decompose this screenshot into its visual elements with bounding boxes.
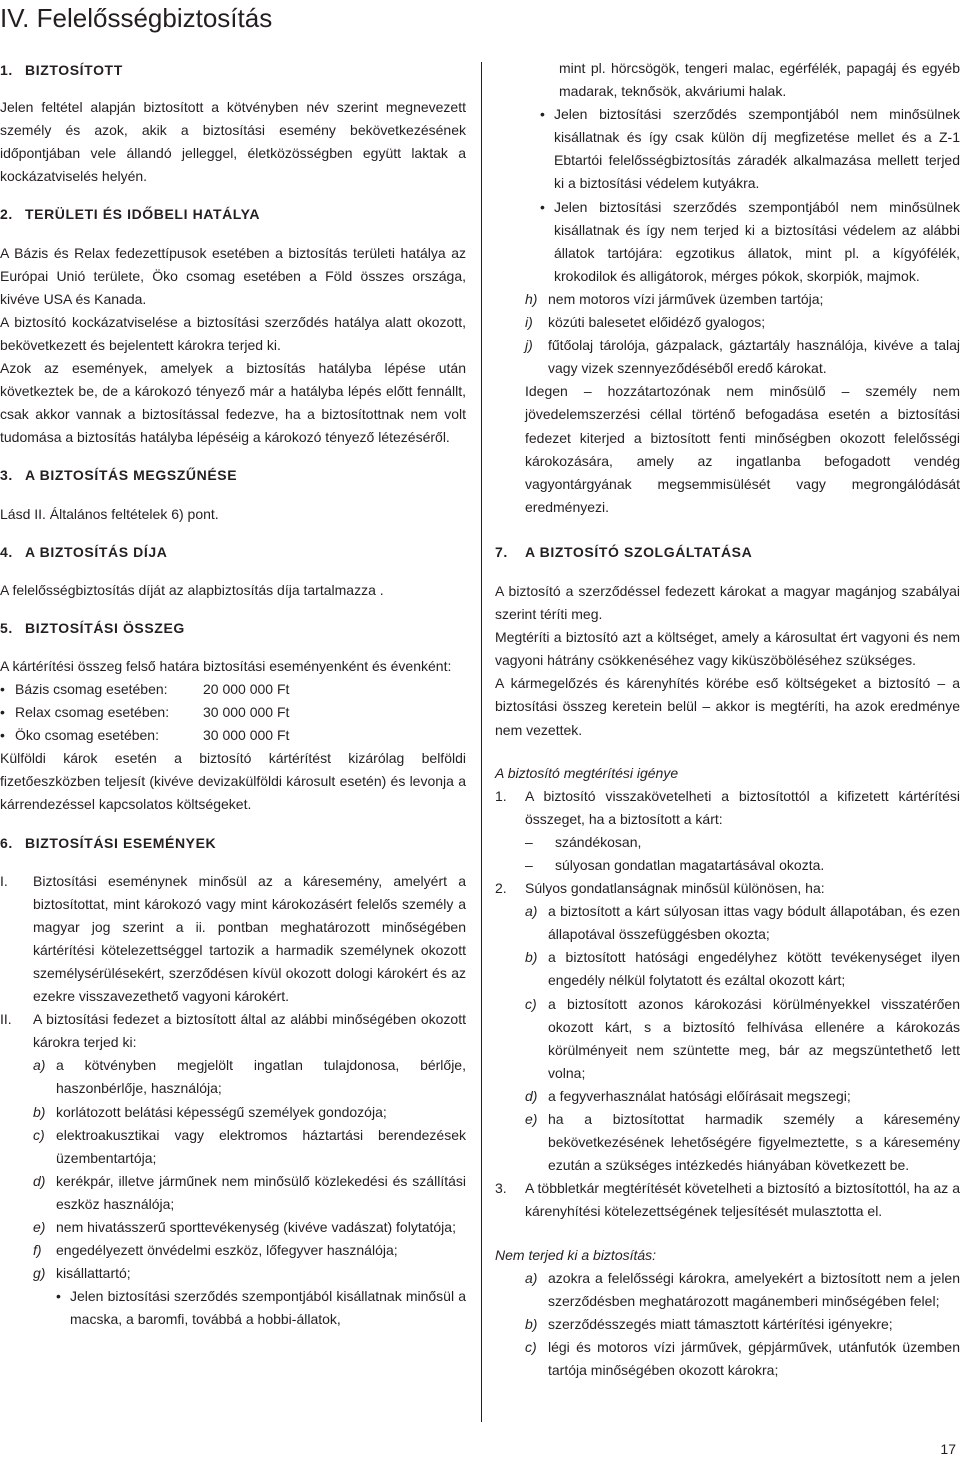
page-number: 17 — [940, 1441, 956, 1457]
section-heading-1: 1. BIZTOSÍTOTT — [0, 62, 123, 78]
bullet-kisallat: • Jelen biztosítási szerződés szempontjából kisállatnak minősül a macska, a baromfi, továbbá a hobbi-állatok, — [0, 1285, 466, 1331]
section-heading-7: 7. A BIZTOSÍTÓ SZOLGÁLTATÁSA — [495, 543, 753, 560]
paragraph-szolgaltatas-2: Megtéríti a biztosító azt a költséget, amely a károsultat ért vagyoni és nem vagyoni hátrány csökkenéséhez vagy kiküszöböléséhez szükséges. — [495, 629, 960, 669]
bullet-icon: • — [0, 727, 5, 744]
list-item-e: e) nem hivatásszerű sporttevékenység (kivéve vadászat) folytatója; — [33, 1219, 456, 1236]
sum-row-bazis: • Bázis csomag esetében: 20 000 000 Ft — [0, 678, 466, 701]
paragraph-osszeg: A kártérítési összeg felső határa biztosítási eseményenként és évenként: — [0, 657, 452, 674]
list-item-2c: c) a biztosított azonos károkozási körülményekkel visszatérően okozott kárt, s a biztosító felhívása ellenére a károkozás körülményeit nem szüntette meg, bár az megszüntethető lett volna; — [525, 995, 960, 1081]
numbered-item-3: 3. A többletkár megtérítését követelheti a biztosító a biztosítottól, ha az a kárenyhítési kötelezettségének teljesítését mulasztotta el. — [495, 1180, 960, 1220]
section-heading-5: 5. BIZTOSÍTÁSI ÖSSZEG — [0, 619, 185, 636]
list-item-2a: a) a biztosított a kárt súlyosan ittas vagy bódult állapotában, és ezen állapotával összefüggésben okozta; — [525, 903, 960, 943]
list-item-d: d) kerékpár, illetve járműnek nem minősülő közlekedési és szállítási eszköz használója; — [33, 1172, 466, 1212]
list-item-II: II. A biztosítási fedezet a biztosított által az alábbi minőségében okozott károkra terjed ki: — [0, 1011, 466, 1051]
numbered-item-2: 2. Súlyos gondatlanságnak minősül különösen, ha: — [495, 880, 825, 897]
list-item-f: f) engedélyezett önvédelmi eszköz, lőfegyver használója; — [33, 1242, 398, 1259]
paragraph-kulfoldi-karok: Külföldi károk esetén a biztosító kártérítést kizárólag belföldi fizetőeszközben teljesít (kivéve devizakülföldi károsult esetén) és levonja a kárrendezéssel kapcsolatos költségeket. — [0, 750, 466, 813]
paragraph-kisallat-continued: mint pl. hörcsögök, tengeri malac, egérfélék, papagáj és egyéb madarak, teknősök, akváriumi halak. — [559, 60, 960, 100]
list-item-b: b) korlátozott belátási képességű személyek gondozója; — [33, 1103, 387, 1120]
bullet-kutyak: • Jelen biztosítási szerződés szempontjából nem minősülnek kisállatnak és így csak külön díj megfizetése mellet és a Z-1 Ebtartói felelősségbiztosítás záradék alkalmazása mellett terjed ki a biztosítási védelem kutyákra. — [495, 103, 960, 195]
bullet-icon: • — [540, 106, 545, 123]
section-heading-4: 4. A BIZTOSÍTÁS DÍJA — [0, 543, 168, 560]
list-item-I: I. Biztosítási eseménynek minősül az a káresemény, amelyért a biztosítottat, mint károkozó vagy mint károkozásért felelős személy a magyar jog szerint a ii. pontban meghatározott minőségében kártérítési kötelezettséggel tartozik a harmadik személynek okozott személysérülésekért, szerződésen kívül okozott dologi károkért és az ezekre visszavezethető vagyoni károkért. — [0, 872, 466, 1005]
numbered-item-1: 1. A biztosító visszakövetelheti a biztosítottól a kifizetett kártérítési összeget, ha a biztosított a kárt: — [495, 787, 960, 827]
sum-row-oko: • Öko csomag esetében: 30 000 000 Ft — [0, 724, 466, 747]
section-heading-2: 2. TERÜLETI ÉS IDŐBELI HATÁLYA — [0, 206, 261, 223]
bullet-egzotikus: • Jelen biztosítási szerződés szempontjából nem minősülnek kisállatnak és így nem terjed ki a biztosítási védelem az alábbi állatok tartójára: egzotikus állatok, mint pl. a kígyófélék, krokodilok és alligátorok, mérges pókok, skorpiók, majmok. — [495, 196, 960, 288]
list-item-c: c) elektroakusztikai vagy elektromos háztartási berendezések üzembentartója; — [33, 1126, 466, 1166]
paragraph-szolgaltatas-1: A biztosító a szerződéssel fedezett károkat a magyar magánjog szabályai szerint téríti meg. — [495, 582, 960, 623]
subheading-megteritesi-igeny: A biztosító megtérítési igénye — [495, 764, 679, 781]
section-heading-3: 3. A BIZTOSÍTÁS MEGSZŰNÉSE — [0, 467, 238, 484]
column-divider — [481, 62, 482, 1422]
dash-icon: – — [525, 857, 533, 873]
paragraph-szolgaltatas-3: A kármegelőzés és kárenyhítés körébe eső költségeket a biztosító – a biztosítási összeg keretein belül – akkor is megtéríti, ha azok eredménye nem vezettek. — [495, 675, 960, 738]
exclusion-item-c: c) légi és motoros vízi járművek, gépjárművek, utánfutók üzemben tartója minőségében okozott károkra; — [525, 1338, 960, 1378]
bullet-icon: • — [0, 704, 5, 721]
subheading-nem-terjed-ki: Nem terjed ki a biztosítás: — [495, 1246, 657, 1263]
dash-item-szandekosan: – szándékosan, — [495, 831, 960, 854]
list-item-2e: e) ha a biztosítottat harmadik személy a káresemény bekövetkezésének lehetőségére figyelmeztette, s a káresemény ezután a szükséges intézkedés hiányában következett be. — [525, 1111, 960, 1174]
sum-row-relax: • Relax csomag esetében: 30 000 000 Ft — [0, 701, 466, 724]
exclusion-item-a: a) azokra a felelősségi károkra, amelyekért a biztosított nem a jelen szerződésben meghatározott magánemberi minőségében felel; — [525, 1269, 960, 1309]
list-item-a: a) a kötvényben megjelölt ingatlan tulajdonosa, bérlője, haszonbérlője, használója; — [33, 1057, 466, 1097]
paragraph-teruleti-hataly: A Bázis és Relax fedezettípusok esetében a biztosítás területi hatálya az Európai Unió területe, Öko csomag esetében a Föld összes országa, kivéve USA és Kanada. — [0, 244, 466, 307]
list-item-i: i) közúti balesetet előidéző gyalogos; — [525, 314, 766, 331]
list-item-2d: d) a fegyverhasználat hatósági előírásait megszegi; — [525, 1087, 851, 1104]
paragraph-dij: A felelősségbiztosítás díját az alapbiztosítás díja tartalmazza . — [0, 581, 384, 598]
list-item-g: g) kisállattartó; — [33, 1265, 131, 1282]
paragraph-kockazatviseles: A biztosító kockázatviselése a biztosítási szerződés hatálya alatt okozott, bekövetkezett és bejelentett károkra terjed ki. — [0, 313, 466, 353]
page-title: IV. Felelősségbiztosítás — [0, 3, 273, 33]
right-column — [495, 57, 960, 1382]
dash-icon: – — [525, 833, 533, 850]
paragraph-esemenyek: Azok az események, amelyek a biztosítás hatályba lépése után következtek be, de a károkozó tényező már a hatályba lépés előtt fennállt, csak akkor vannak a biztosítással fedezve, ha a biztosítottnak nem volt tudomása a biztosítás hatályba lépéséig a károkozó tényező létezéséről. — [0, 360, 466, 446]
list-item-j: j) fűtőolaj tárolója, gázpalack, gáztartály használója, kivéve a talaj vagy vizek szennyeződéséből eredő károkat. — [525, 337, 960, 377]
dash-item-sulyosan: – súlyosan gondatlan magatartásával okozta. — [495, 854, 960, 877]
paragraph-biztositott: Jelen feltétel alapján biztosított a kötvényben név szerint megnevezett személy és azok, akik a biztosítási esemény bekövetkezésének időpontjában vele állandó jelleggel, életközösségben együtt laktak a kockázatviselés helyén. — [0, 99, 466, 185]
list-item-h: h) nem motoros vízi járművek üzemben tartója; — [525, 290, 824, 307]
bullet-icon: • — [0, 680, 5, 697]
list-item-2b: b) a biztosított hatósági engedélyhez kötött tevékenységet ilyen engedély nélkül folytatott és ezáltal okozott kárt; — [525, 949, 960, 989]
exclusion-item-b: b) szerződésszegés miatt támasztott kártérítési igényekre; — [525, 1315, 893, 1332]
paragraph-idegen: Idegen – hozzátartozónak nem minősülő – személy nem jövedelemszerzési céllal történő befogadása esetén a biztosítási fedezet kiterjed a biztosított fenti minőségben okozott felelősségi károkozására, amely az ingatlanba befogadott vendég vagyontárgyának megsemmisülését vagy megrongálódását eredményezi. — [525, 383, 960, 515]
bullet-icon: • — [56, 1288, 61, 1305]
left-column — [0, 59, 466, 1332]
section-heading-6: 6. BIZTOSÍTÁSI ESEMÉNYEK — [0, 834, 217, 851]
bullet-icon: • — [540, 198, 545, 215]
paragraph-megszunes: Lásd II. Általános feltételek 6) pont. — [0, 505, 219, 522]
